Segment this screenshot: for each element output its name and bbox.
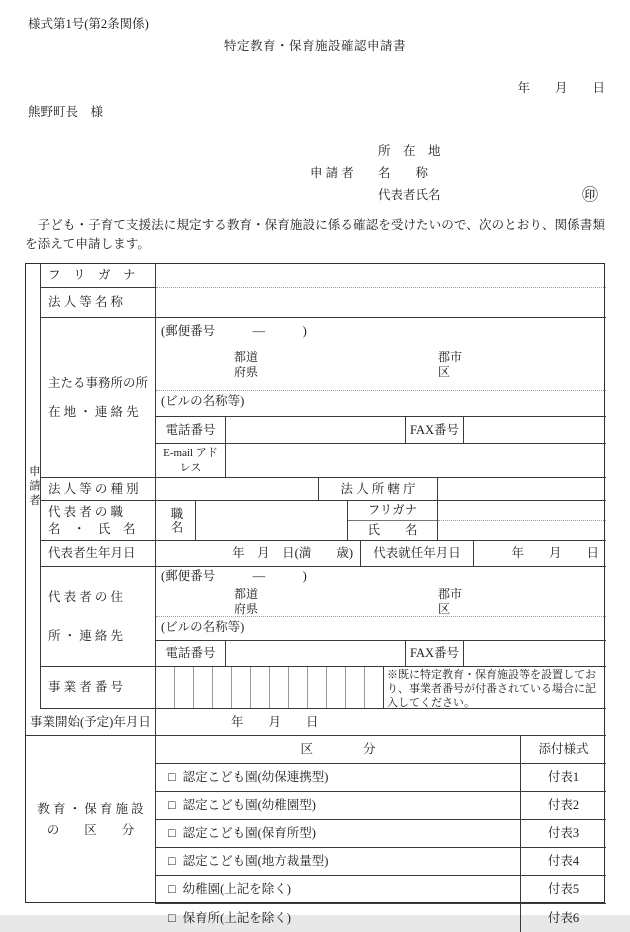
- category-label: 幼稚園(上記を除く): [182, 882, 291, 896]
- business-number-digit-cell[interactable]: [156, 667, 175, 708]
- attachment-form-label: 付表6: [547, 910, 580, 925]
- rep-name-label: 氏 名: [348, 521, 438, 541]
- category-row: [156, 904, 521, 932]
- jurisdiction-input[interactable]: [438, 478, 606, 501]
- applicant-location-label: 所 在 地: [378, 144, 441, 158]
- category-row: [156, 792, 521, 820]
- attachment-form-label: 付表1: [521, 764, 606, 792]
- office-tel-label: 電話番号: [156, 417, 226, 444]
- attachment-header: 添付様式: [521, 736, 606, 764]
- business-number-digit-cell[interactable]: [232, 667, 251, 708]
- business-number-digit-cell[interactable]: [289, 667, 308, 708]
- rep-tel-label: 電話番号: [156, 641, 226, 667]
- category-checkbox[interactable]: □: [168, 770, 176, 784]
- office-fax-label: FAX番号: [406, 417, 464, 444]
- category-checkbox[interactable]: □: [168, 882, 176, 896]
- rep-postal-address-area[interactable]: [156, 567, 606, 617]
- office-building-name-input[interactable]: [156, 391, 606, 417]
- business-number-digit-cell[interactable]: [308, 667, 327, 708]
- category-checkbox[interactable]: □: [168, 826, 176, 840]
- office-postal-address-area[interactable]: [156, 318, 606, 391]
- facility-category-label-line1: 教 育 ・ 保 育 施 設: [37, 802, 144, 816]
- date-line[interactable]: 年 月 日: [517, 81, 605, 95]
- rep-building-label: (ビルの名称等): [161, 620, 245, 634]
- rep-birth-input[interactable]: 年 月 日(満 歳): [156, 541, 361, 567]
- addressee: 熊野町長 様: [28, 105, 104, 119]
- appointment-date-input[interactable]: 年 月 日: [474, 541, 606, 567]
- office-email-label: E-mail アドレス: [156, 444, 226, 478]
- category-label: 認定こども園(保育所型): [182, 826, 316, 840]
- business-number-grid[interactable]: [156, 667, 384, 709]
- office-email-input[interactable]: [226, 444, 606, 478]
- rep-address-label-line2: 所 ・ 連 絡 先: [48, 628, 124, 643]
- attachment-form-label: 付表3: [521, 820, 606, 848]
- category-label: 保育所(上記を除く): [182, 910, 291, 925]
- corp-name-input[interactable]: [156, 288, 606, 318]
- business-number-label: 事 業 者 番 号: [41, 667, 156, 709]
- rep-address-label-line1: 代 表 者 の 住: [48, 589, 124, 604]
- rep-fax-label: FAX番号: [406, 641, 464, 667]
- rep-title-name-label-line1: 代 表 者 の 職: [48, 504, 124, 519]
- corp-type-input[interactable]: [156, 478, 319, 501]
- applicant-label: 申 請 者: [310, 166, 354, 180]
- business-number-digit-cell[interactable]: [327, 667, 346, 708]
- category-checkbox[interactable]: □: [168, 854, 176, 868]
- office-address-label-line1: 主たる事務所の所: [48, 375, 149, 390]
- category-label: 認定こども園(幼稚園型): [182, 798, 316, 812]
- facility-category-label-line2: の 区 分: [46, 823, 135, 837]
- page-title: 特定教育・保育施設確認申請書: [223, 39, 406, 53]
- category-row: [156, 764, 521, 792]
- office-tel-input[interactable]: [226, 417, 406, 444]
- rep-furigana-label: フリガナ: [348, 501, 438, 521]
- corp-type-label: 法 人 等 の 種 別: [41, 478, 156, 501]
- business-number-note: ※既に特定教育・保育施設等を設置しており、事業者番号が付番されている場合に記入してください。: [384, 667, 606, 709]
- business-number-digit-cell[interactable]: [175, 667, 194, 708]
- representative-name-label: 代表者氏名: [378, 188, 441, 202]
- office-address-label: [41, 318, 156, 478]
- category-row: [156, 876, 521, 904]
- attachment-form-label: 付表4: [521, 848, 606, 876]
- attachment-form-label: 付表5: [521, 876, 606, 904]
- appointment-date-label: 代表就任年月日: [361, 541, 474, 567]
- category-row: [156, 848, 521, 876]
- rep-address-label: [41, 567, 156, 667]
- category-header: 区 分: [156, 736, 521, 764]
- seal-mark-icon: ㊞: [582, 187, 599, 204]
- applicant-vertical-label: 申請者: [27, 464, 40, 509]
- office-fax-input[interactable]: [464, 417, 606, 444]
- furigana-label: フ リ ガ ナ: [41, 264, 156, 288]
- office-postal-label: (郵便番号 ― ): [161, 324, 307, 338]
- rep-building-name-input[interactable]: [156, 617, 606, 641]
- business-number-digit-cell[interactable]: [346, 667, 365, 708]
- office-city-label: 郡市 区: [438, 350, 463, 379]
- rep-postal-label: (郵便番号 ― ): [161, 569, 307, 583]
- application-table: [25, 263, 605, 925]
- rep-birth-label: 代表者生年月日: [41, 541, 156, 567]
- intro-paragraph: 子ども・子育て支援法に規定する教育・保育施設に係る確認を受けたいので、次のとおり、関係書類を添えて申請します。: [25, 218, 605, 251]
- start-date-label: 事業開始(予定)年月日: [26, 709, 156, 736]
- rep-tel-input[interactable]: [226, 641, 406, 667]
- rep-city-label: 郡市 区: [438, 587, 463, 616]
- facility-category-label: [26, 736, 156, 904]
- category-row: [156, 820, 521, 848]
- business-number-digit-cell[interactable]: [194, 667, 213, 708]
- office-address-label-line2: 在 地 ・ 連 絡 先: [48, 404, 139, 419]
- start-date-input[interactable]: 年 月 日: [156, 709, 606, 736]
- attachment-form-label: 付表2: [521, 792, 606, 820]
- category-label: 認定こども園(幼保連携型): [182, 770, 329, 784]
- form-number: 様式第1号(第2条関係): [28, 17, 149, 31]
- rep-furigana-input[interactable]: [438, 501, 606, 521]
- rep-prefecture-label: 都道 府県: [234, 587, 259, 616]
- rep-title-name-label-line2: 名 ・ 氏 名: [48, 521, 136, 536]
- category-checkbox[interactable]: □: [168, 798, 176, 812]
- business-number-digit-cell[interactable]: [213, 667, 232, 708]
- business-number-digit-cell[interactable]: [251, 667, 270, 708]
- office-prefecture-label: 都道 府県: [234, 350, 259, 379]
- rep-title-name-label: [41, 501, 156, 541]
- job-title-input[interactable]: [196, 501, 348, 541]
- rep-name-input[interactable]: [438, 521, 606, 541]
- rep-fax-input[interactable]: [464, 641, 606, 667]
- category-label: 認定こども園(地方裁量型): [182, 854, 329, 868]
- office-building-label: (ビルの名称等): [161, 394, 245, 408]
- category-checkbox[interactable]: □: [168, 910, 176, 925]
- applicant-vertical-header: [26, 264, 41, 709]
- furigana-input[interactable]: [156, 264, 606, 288]
- applicant-name-label: 名 称: [378, 166, 429, 180]
- business-number-digit-cell[interactable]: [270, 667, 289, 708]
- jurisdiction-label: 法 人 所 轄 庁: [319, 478, 438, 501]
- business-number-digit-cell[interactable]: [365, 667, 383, 708]
- corp-name-label: 法 人 等 名 称: [41, 288, 156, 318]
- job-title-label: 職名: [156, 501, 196, 541]
